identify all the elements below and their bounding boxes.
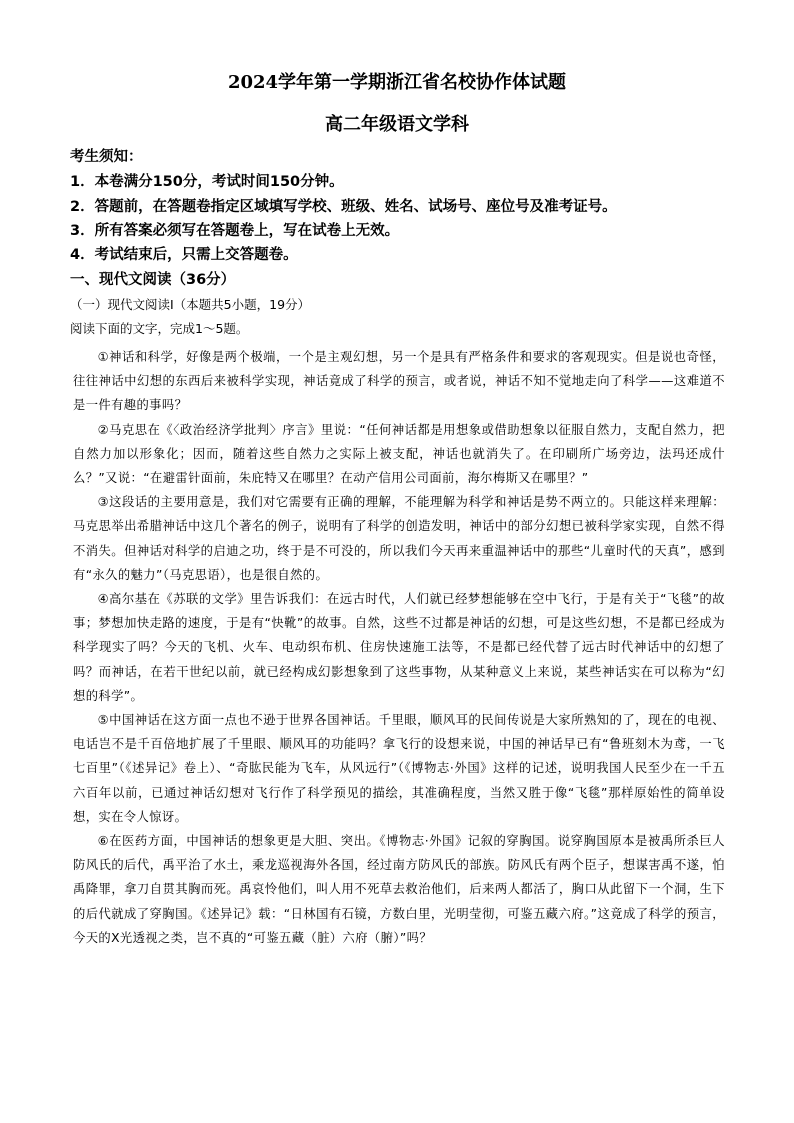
notice-heading: 考生须知：: [70, 149, 143, 165]
notice-item-1: 1．本卷满分150分，考试时间150分钟。: [70, 174, 344, 190]
subsection-heading: （一）现代文阅读Ⅰ（本题共5小题，19分）: [70, 297, 311, 312]
passage-paragraph-6: ⑥在医药方面，中国神话的想象更是大胆、突出。《博物志·外国》记叙的穿胸国。说穿胸国原本是被禹所杀巨人防风氏的后代，禹平治了水土，乘龙巡视海外各国，经过南方防风氏的部族。防风氏有两个臣子，想谋害禹不遂，怕禹降罪，拿刀自贯其胸而死。禹哀怜他们，叫人用不死草去救治他们，后来两人都活了，胸口从此留下一个洞，生下的后代就成了穿胸国。《述异记》载：“日林国有石镜，方数白里，光明莹彻，可鉴五藏六府。”这竟成了科学的预言，今天的X光透视之类，岂不真的“可鉴五藏（脏）六府（腑）”吗？: [73, 834, 725, 945]
passage-paragraph-3: ③这段话的主要用意是，我们对它需要有正确的理解，不能理解为科学和神话是势不两立的。只能这样来理解：马克思举出希腊神话中这几个著名的例子，说明有了科学的创造发明，神话中的部分幻想已被科学家实现，自然不得不消失。但神话对科学的启迪之功，终于是不可没的，所以我们今天再来重温神话中的那些“儿童时代的天真”，感到有“永久的魅力”（马克思语），也是很自然的。: [73, 495, 725, 582]
reading-passage: [73, 345, 725, 950]
section-heading: 一、现代文阅读（36分）: [70, 272, 236, 288]
exam-subtitle: 高二年级语文学科: [325, 114, 469, 135]
notice-item-3: 3．所有答案必须写在答题卷上，写在试卷上无效。: [70, 223, 400, 239]
passage-paragraph-1: ①神话和科学，好像是两个极端，一个是主观幻想，另一个是具有严格条件和要求的客观现实。但是说也奇怪，往往神话中幻想的东西后来被科学实现，神话竟成了科学的预言，或者说，神话不知不觉地走向了科学——这难道不是一件有趣的事吗？: [73, 350, 725, 413]
notice-item-4: 4．考试结束后，只需上交答题卷。: [70, 247, 298, 263]
passage-paragraph-5: ⑤中国神话在这方面一点也不逊于世界各国神话。千里眼，顺风耳的民间传说是大家所熟知的了，现在的电视、电话岂不是千百倍地扩展了千里眼、顺风耳的功能吗？拿飞行的设想来说，中国的神话早已有“鲁班刻木为鸢，一飞七百里”（《述异记》卷上）、“奇肱民能为飞车，从风远行”（《博物志·外国》这样的记述，说明我国人民至少在一千五六百年以前，已通过神话幻想对飞行作了科学预见的描绘，其准确程度，当然又胜于像“飞毯”那样原始性的简单设想，实在令人惊讶。: [73, 713, 725, 824]
passage-paragraph-2: ②马克思在《〈政治经济学批判〉序言》里说：“任何神话都是用想象或借助想象以征服自然力，支配自然力，把自然力加以形象化；因而，随着这些自然力之实际上被支配，神话也就消失了。在印刷所广场旁边，法玛还成什么？”又说：“在避雷针面前，朱庇特又在哪里？在动产信用公司面前，海尔梅斯又在哪里？”: [73, 422, 725, 486]
notice-item-2: 2．答题前，在答题卷指定区域填写学校、班级、姓名、试场号、座位号及准考证号。: [70, 199, 617, 215]
reading-instruction: 阅读下面的文字，完成1～5题。: [70, 321, 249, 336]
passage-paragraph-4: ④高尔基在《苏联的文学》里告诉我们：在远古时代，人们就已经梦想能够在空中飞行，于是有关于“飞毯”的故事；梦想加快走路的速度，于是有“快靴”的故事。自然，这些不过都是神话的幻想，可是这些幻想，不是都已经成为科学现实了吗？今天的飞机、火车、电动织布机、住房快速施工法等，不是都已经代替了远古时代神话中的幻想了吗？而神话，在若干世纪以前，就已经构成幻影想象到了这些事物，从某种意义上来说，某些神话实在可以称为“幻想的科学”。: [73, 592, 725, 703]
exam-title: 2024学年第一学期浙江省名校协作体试题: [227, 72, 567, 93]
